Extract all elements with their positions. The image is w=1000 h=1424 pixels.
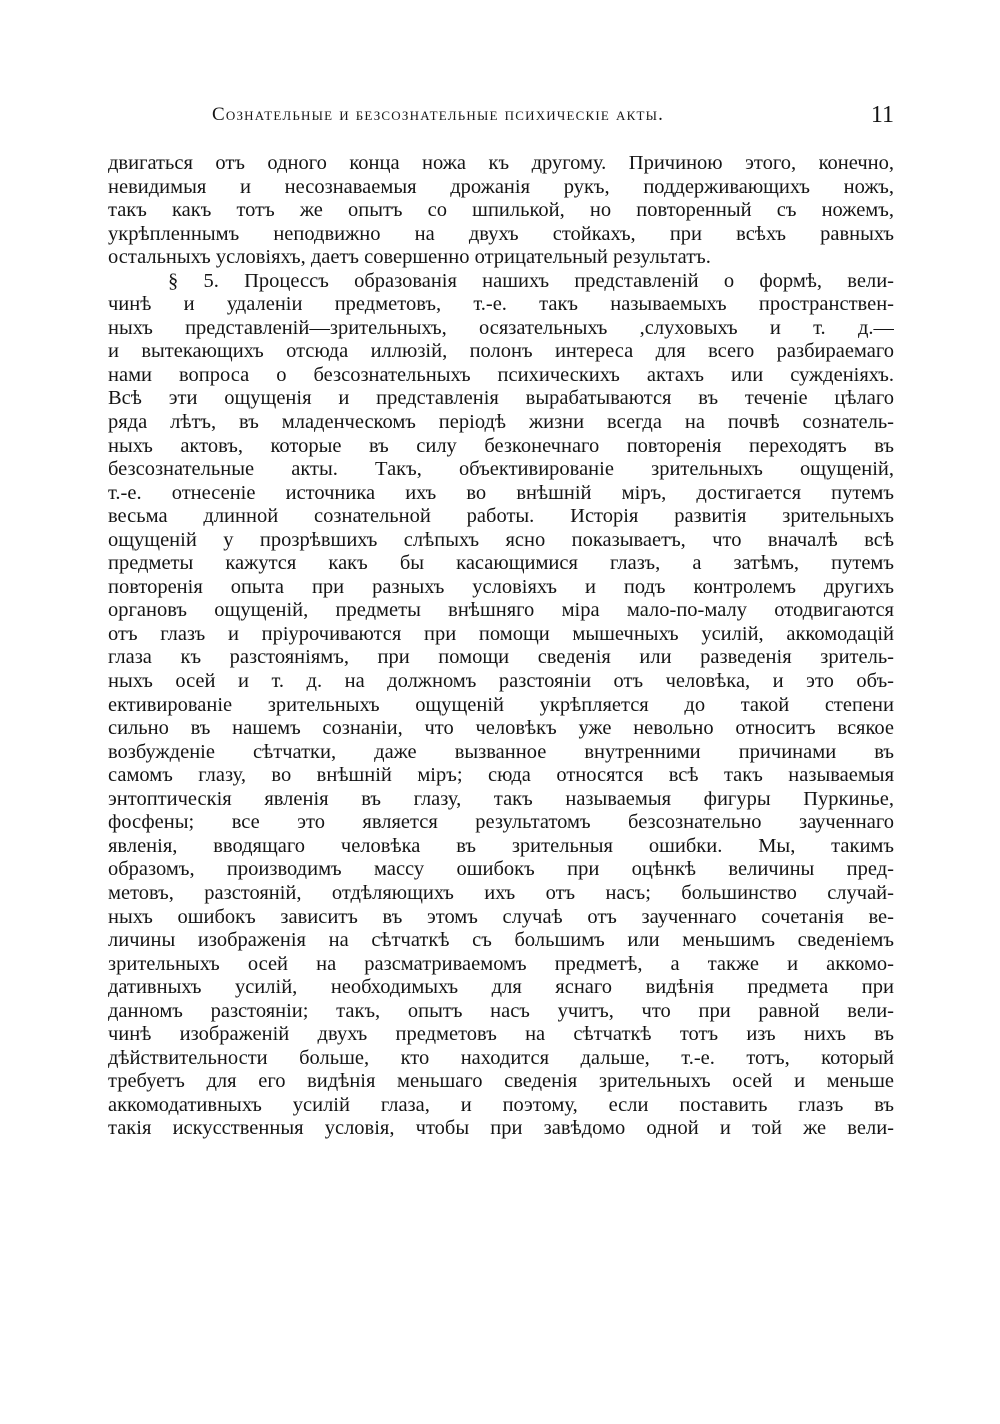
text-line: аккомодативныхъ усилiй глаза, и поэтому, если поставить глазъ въ <box>108 1093 894 1116</box>
text-line: и вытекающихъ отсюда иллюзiй, полонъ интереса для всего разбираемаго <box>108 340 894 363</box>
text-line: укрѣпленнымъ неподвижно на двухъ стойкахъ, при всѣхъ равныхъ <box>108 222 894 245</box>
page-number: 11 <box>870 102 894 128</box>
text-line: зрительныхъ осей на разсматриваемомъ предметѣ, а также и аккомо- <box>108 952 894 975</box>
text-line: самомъ глазу, во внѣшнiй мiръ; сюда относятся всѣ такъ называемыя <box>108 764 894 787</box>
text-line: явленiя, вводящаго человѣка въ зрительныя ошибки. Мы, такимъ <box>108 834 894 857</box>
text-line: ективированiе зрительныхъ ощущенiй укрѣпляется до такой степени <box>108 693 894 716</box>
text-line: повторенiя опыта при разныхъ условiяхъ и подъ контролемъ другихъ <box>108 575 894 598</box>
text-line: предметы кажутся какъ бы касающимися глазъ, а затѣмъ, путемъ <box>108 552 894 575</box>
text-line: глаза къ разстоянiямъ, при помощи сведенiя или разведенiя зритель- <box>108 646 894 669</box>
text-line: отъ глазъ и прiурочиваются при помощи мышечныхъ усилiй, аккомодацiй <box>108 622 894 645</box>
text-line: требуетъ для его видѣнiя меньшаго сведенiя зрительныхъ осей и меньше <box>108 1070 894 1093</box>
body-text <box>108 152 894 1141</box>
text-line: дѣйствительности больше, кто находится дальше, т.-е. тотъ, который <box>108 1046 894 1069</box>
running-title: Сознательные и безсознательные психическiе акты. <box>212 104 665 125</box>
text-line: весьма длинной сознательной работы. Исторiя развитiя зрительныхъ <box>108 505 894 528</box>
text-line: такъ какъ тотъ же опытъ со шпилькой, но повторенный съ ножемъ, <box>108 199 894 222</box>
section-heading-line: § 5. Процессъ образованiя нашихъ представленiй о формѣ, вели- <box>168 269 894 292</box>
text-line: чинѣ изображенiй двухъ предметовъ на сѣтчаткѣ тотъ изъ нихъ въ <box>108 1023 894 1046</box>
text-line: т.-е. отнесенiе источника ихъ во внѣшнiй мiръ, достигается путемъ <box>108 481 894 504</box>
text-line: ощущенiй у прозрѣвшихъ слѣпыхъ ясно показываетъ, что вначалѣ всѣ <box>108 528 894 551</box>
text-line: двигаться отъ одного конца ножа къ другому. Причиною этого, конечно, <box>108 152 894 174</box>
text-line: возбужденiе сѣтчатки, даже вызванное внутренними причинами въ <box>108 740 894 763</box>
text-line: фосфены; все это является результатомъ безсознательно заученнаго <box>108 811 894 834</box>
text-line: ныхъ ошибокъ зависитъ въ этомъ случаѣ отъ заученнаго сочетанiя ве- <box>108 905 894 928</box>
text-line: невидимыя и несознаваемыя дрожанiя рукъ, поддерживающихъ ножъ, <box>108 175 894 198</box>
text-line: метовъ, разстоянiй, отдѣляющихъ ихъ отъ насъ; большинство случай- <box>108 881 894 904</box>
text-line: Всѣ эти ощущенiя и представленiя вырабатываются въ теченiе цѣлаго <box>108 387 894 410</box>
text-line: нами вопроса о безсознательныхъ психическихъ актахъ или сужденiяхъ. <box>108 363 894 386</box>
text-line: ряда лѣтъ, въ младенческомъ перiодѣ жизни всегда на почвѣ сознатель- <box>108 411 894 434</box>
text-line: безсознательные акты. Такъ, объективированiе зрительныхъ ощущенiй, <box>108 458 894 481</box>
text-line: образомъ, производимъ массу ошибокъ при оцѣнкѣ величины пред- <box>108 858 894 881</box>
text-line: чинѣ и удаленiи предметовъ, т.-е. такъ называемыхъ пространствен- <box>108 293 894 316</box>
text-line: ныхъ представленiй—зрительныхъ, осязательныхъ ,слуховыхъ и т. д.— <box>108 316 894 339</box>
text-line: сильно въ нашемъ сознанiи, что человѣкъ уже невольно относитъ всякое <box>108 717 894 740</box>
text-line: данномъ разстоянiи; такъ, опытъ насъ учитъ, что при равной вели- <box>108 999 894 1022</box>
text-line: ныхъ осей и т. д. на должномъ разстоянiи отъ человѣка, и это объ- <box>108 670 894 693</box>
text-line: органовъ ощущенiй, предметы внѣшняго мiра мало-по-малу отодвигаются <box>108 599 894 622</box>
text-line: личины изображенiя на сѣтчаткѣ съ большимъ или меньшимъ сведенiемъ <box>108 929 894 952</box>
text-line: остальныхъ условiяхъ, даетъ совершенно отрицательный результатъ. <box>108 246 711 269</box>
text-line: дативныхъ усилiй, необходимыхъ для яснаго видѣнiя предмета при <box>108 976 894 999</box>
text-line: энтоптическiя явленiя въ глазу, такъ называемыя фигуры Пуркинье, <box>108 787 894 810</box>
text-line: ныхъ актовъ, которые въ силу безконечнаго повторенiя переходятъ въ <box>108 434 894 457</box>
running-header <box>108 104 894 136</box>
text-line: такiя искусственныя условiя, чтобы при завѣдомо одной и той же вели- <box>108 1117 894 1140</box>
